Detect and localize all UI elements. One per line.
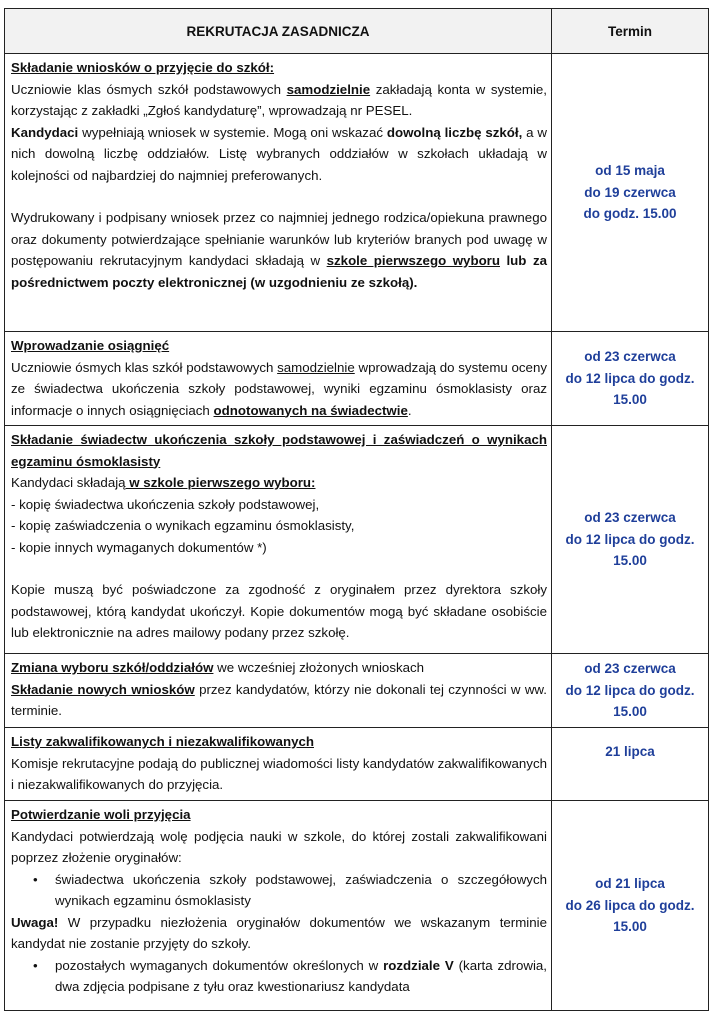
header-recruitment: REKRUTACJA ZASADNICZA — [5, 9, 552, 54]
term-line: do godz. 15.00 — [583, 206, 677, 222]
text: świadectwa ukończenia szkoły podstawowej, zaświadczenia o szczegółowych wynikach egzaminu ósmoklasisty — [55, 871, 547, 908]
text: (karta zdrowia, dwa zdjęcia podpisane z tyłu oraz kwestionariusz kandydata — [55, 957, 547, 994]
table-row — [5, 728, 709, 801]
list-item: - kopię zaświadczenia o wynikach egzaminu ósmoklasisty, — [11, 518, 355, 533]
emphasis: Kandydaci — [11, 124, 79, 140]
row-term — [552, 728, 709, 801]
emphasis: dowolną liczbę szkół, — [386, 124, 523, 140]
term-line: do 12 lipca do godz. — [565, 531, 695, 547]
emphasis: samodzielnie — [277, 359, 355, 375]
bullet-item — [11, 869, 547, 912]
row-title: Wprowadzanie osiągnięć — [11, 338, 170, 353]
emphasis: rozdziale V — [383, 957, 454, 973]
row-term — [552, 801, 709, 1011]
emphasis: odnotowanych na świadectwie — [213, 402, 408, 418]
bullet-item — [11, 955, 547, 998]
row-description — [5, 728, 552, 801]
row-title: Składanie świadectw ukończenia szkoły podstawowej i zaświadczeń o wynikach egzaminu ósmoklasisty — [11, 432, 547, 469]
text: Uczniowie ósmych klas szkół podstawowych — [11, 359, 278, 375]
text: pozostałych wymaganych dokumentów określonych w — [55, 957, 384, 973]
text: a w nich dowolną liczbę oddziałów. Listę wybranych oddziałów w szkołach układają w kolejności od najbardziej do najmniej preferowanych. — [11, 124, 547, 183]
table-row — [5, 426, 709, 654]
emphasis: lub za pośrednictwem poczty elektronicznej (w uzgodnieniu ze szkołą). — [11, 253, 547, 290]
row-description — [5, 801, 552, 1011]
row-term — [552, 332, 709, 426]
text: Wydrukowany i podpisany wniosek przez co najmniej jednego rodzica/opiekuna prawnego oraz dokumenty potwierdzające spełnianie warunków lub kryteriów branych pod uwagę w postępowaniu rekrutacyjnym kandydaci składają w — [11, 210, 547, 268]
header-term: Termin — [552, 9, 709, 54]
table-row — [5, 332, 709, 426]
emphasis: w szkole pierwszego wyboru: — [125, 475, 316, 490]
term-line: od 21 lipca — [595, 876, 665, 892]
term-line: 15.00 — [613, 392, 647, 408]
term-line: do 26 lipca do godz. — [565, 897, 695, 913]
row-description — [5, 54, 552, 332]
table-row — [5, 801, 709, 1011]
text: Komisje rekrutacyjne podają do publicznej wiadomości listy kandydatów zakwalifikowanych i niezakwalifikowanych do przyjęcia. — [11, 755, 547, 792]
row-term — [552, 654, 709, 728]
row-title: Potwierdzanie woli przyjęcia — [11, 807, 191, 822]
term-line: do 12 lipca do godz. — [565, 682, 695, 698]
emphasis: szkole pierwszego wyboru — [326, 253, 500, 268]
table-header-row — [5, 9, 709, 54]
text: zakładają konta w systemie, korzystając z zakładki „Zgłoś kandydaturę”, wprowadzają nr PESEL. — [11, 81, 547, 118]
term-line: 15.00 — [613, 704, 647, 720]
term-line: od 23 czerwca — [584, 661, 676, 677]
text: . — [407, 402, 412, 418]
text: Kandydaci składają — [11, 475, 126, 490]
term-line: 15.00 — [613, 553, 647, 569]
text: wprowadzają do systemu oceny ze świadectwa ukończenia szkoły podstawowej, wyniki egzaminu ósmoklasisty oraz informacje o innych osiągnięciach — [11, 359, 547, 418]
term-line: do 12 lipca do godz. — [565, 370, 695, 386]
row-term — [552, 54, 709, 332]
term-line: 15.00 — [613, 919, 647, 935]
row-description — [5, 332, 552, 426]
term-line: od 15 maja — [595, 163, 665, 179]
emphasis: samodzielnie — [286, 81, 371, 97]
list-item: - kopię świadectwa ukończenia szkoły podstawowej, — [11, 496, 320, 512]
row-term — [552, 426, 709, 654]
text: wypełniają wniosek w systemie. Mogą oni wskazać — [78, 124, 387, 140]
recruitment-table — [4, 8, 709, 1011]
bullet-icon: • — [33, 957, 38, 973]
text: W przypadku niezłożenia oryginałów dokumentów we wskazanym terminie kandydat nie zostanie przyjęty do szkoły. — [11, 914, 547, 951]
row-description — [5, 654, 552, 728]
table-row — [5, 654, 709, 728]
row-description — [5, 426, 552, 654]
text: Kandydaci potwierdzają wolę podjęcia nauki w szkole, do której zostali zakwalifikowani poprzez złożenie oryginałów: — [11, 828, 547, 865]
term-line: do 19 czerwca — [584, 184, 676, 200]
bullet-icon: • — [33, 871, 38, 887]
text: przez kandydatów, którzy nie dokonali tej czynności w ww. terminie. — [11, 681, 547, 718]
term-line: 21 lipca — [605, 744, 655, 759]
emphasis: Uwaga! — [11, 914, 59, 930]
row-title: Zmiana wyboru szkół/oddziałów — [11, 660, 214, 675]
row-title: Składanie nowych wniosków — [11, 681, 195, 697]
term-line: od 23 czerwca — [584, 510, 676, 526]
row-title: Składanie wniosków o przyjęcie do szkół: — [11, 60, 275, 75]
row-title: Listy zakwalifikowanych i niezakwalifikowanych — [11, 734, 314, 749]
note: Kopie muszą być poświadczone za zgodność z oryginałem przez dyrektora szkoły podstawowej, którą kandydat ukończył. Kopie dokumentów mogą być składane osobiście lub elektronicznie na adres mailowy podany przez szkołę. — [11, 582, 547, 640]
text: we wcześniej złożonych wnioskach — [213, 660, 425, 675]
list-item: - kopie innych wymaganych dokumentów *) — [11, 539, 267, 555]
term-line: od 23 czerwca — [584, 349, 676, 365]
table-row — [5, 54, 709, 332]
text: Uczniowie klas ósmych szkół podstawowych — [11, 81, 287, 97]
